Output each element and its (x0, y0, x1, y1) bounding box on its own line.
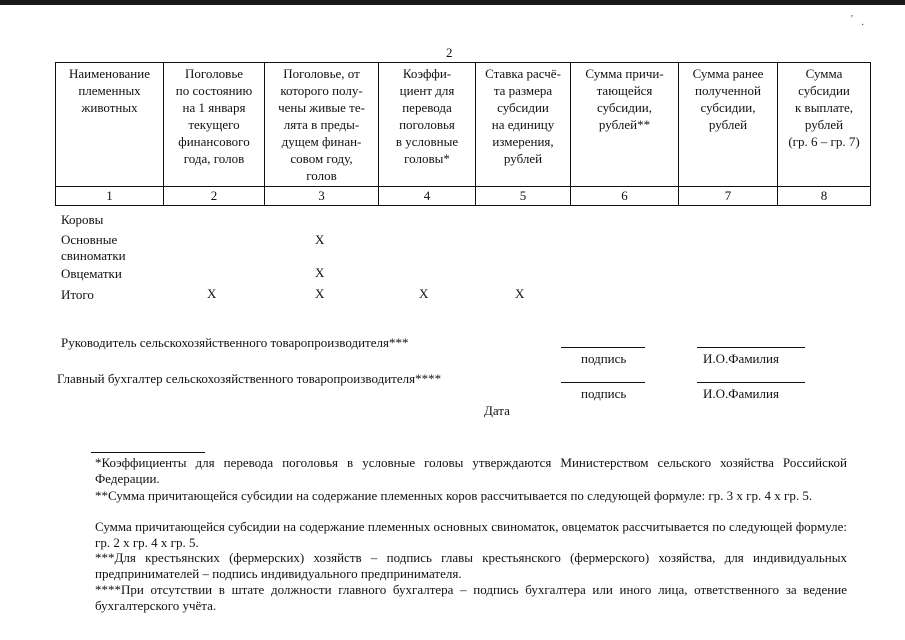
scan-speck: ' (851, 14, 853, 25)
header-row (56, 63, 871, 187)
column-number: 6 (571, 187, 679, 206)
date-label: Дата (484, 403, 510, 418)
head-signature-line (561, 347, 645, 348)
page-number: 2 (446, 45, 453, 60)
accountant-signature-line (561, 382, 645, 383)
column-number: 8 (778, 187, 871, 206)
column-number: 1 (56, 187, 164, 206)
header-cell: Наименование племенных животных (56, 63, 164, 187)
subsidy-table (55, 62, 871, 206)
footnote-separator (91, 452, 205, 453)
column-number-row (56, 187, 871, 206)
column-number: 4 (379, 187, 476, 206)
cell-total-col3: Х (315, 286, 325, 301)
column-number: 2 (164, 187, 265, 206)
row-label-ewes: Овцематки (61, 266, 122, 281)
accountant-signature-caption: подпись (581, 386, 627, 401)
header-cell: Коэффи- циент для перевода поголовья в условные головы* (379, 63, 476, 187)
head-signature-caption: подпись (581, 351, 627, 366)
accountant-name-caption: И.О.Фамилия (703, 386, 779, 401)
row-label-cows: Коровы (61, 212, 104, 227)
header-cell: Сумма причи- тающейся субсидии, рублей** (571, 63, 679, 187)
column-number: 5 (476, 187, 571, 206)
header-cell: Поголовье по состоянию на 1 января текущего финансового года, голов (164, 63, 265, 187)
footnote-1: *Коэффициенты для перевода поголовья в условные головы утверждаются Министерством сельского хозяйства Российской Федерации. (95, 455, 847, 486)
header-cell: Ставка расчё- та размера субсидии на единицу измерения, рублей (476, 63, 571, 187)
column-number: 3 (265, 187, 379, 206)
header-cell: Сумма ранее полученной субсидии, рублей (679, 63, 778, 187)
cell-total-col5: Х (515, 286, 525, 301)
cell-sows-col3: Х (315, 232, 325, 247)
header-cell: Поголовье, от которого полу- чены живые те- лята в преды- дущем финан- совом году, голов (265, 63, 379, 187)
scan-speck: · (861, 20, 865, 31)
header-cell: Сумма субсидии к выплате, рублей (гр. 6 – гр. 7) (778, 63, 871, 187)
footnote-2b: Сумма причитающейся субсидии на содержание племенных основных свиноматок, овцематок рассчитывается по следующей формуле: гр. 2 х гр. 4 х гр. 5. (95, 519, 847, 550)
head-name-line (697, 347, 805, 348)
scan-top-edge (0, 0, 905, 5)
head-name-caption: И.О.Фамилия (703, 351, 779, 366)
footnote-3: ***Для крестьянских (фермерских) хозяйств – подпись главы крестьянского (фермерского) хозяйства, для индивидуальных предпринимателей – подпись индивидуального предпринимателя. (95, 550, 847, 581)
footnote-4: ****При отсутствии в штате должности главного бухгалтера – подпись бухгалтера или иного лица, ответственного за ведение бухгалтерского учёта. (95, 582, 847, 613)
accountant-signature-label: Главный бухгалтер сельскохозяйственного товаропроизводителя**** (57, 371, 442, 386)
cell-total-col4: Х (419, 286, 429, 301)
row-label-total: Итого (61, 287, 94, 302)
head-signature-label: Руководитель сельскохозяйственного товаропроизводителя*** (61, 335, 409, 350)
accountant-name-line (697, 382, 805, 383)
footnote-2: **Сумма причитающейся субсидии на содержание племенных коров рассчитывается по следующей формуле: гр. 3 х гр. 4 х гр. 5. (95, 488, 813, 503)
column-number: 7 (679, 187, 778, 206)
cell-ewes-col3: Х (315, 265, 325, 280)
cell-total-col2: Х (207, 286, 217, 301)
row-label-sows: Основные свиноматки (61, 232, 126, 263)
